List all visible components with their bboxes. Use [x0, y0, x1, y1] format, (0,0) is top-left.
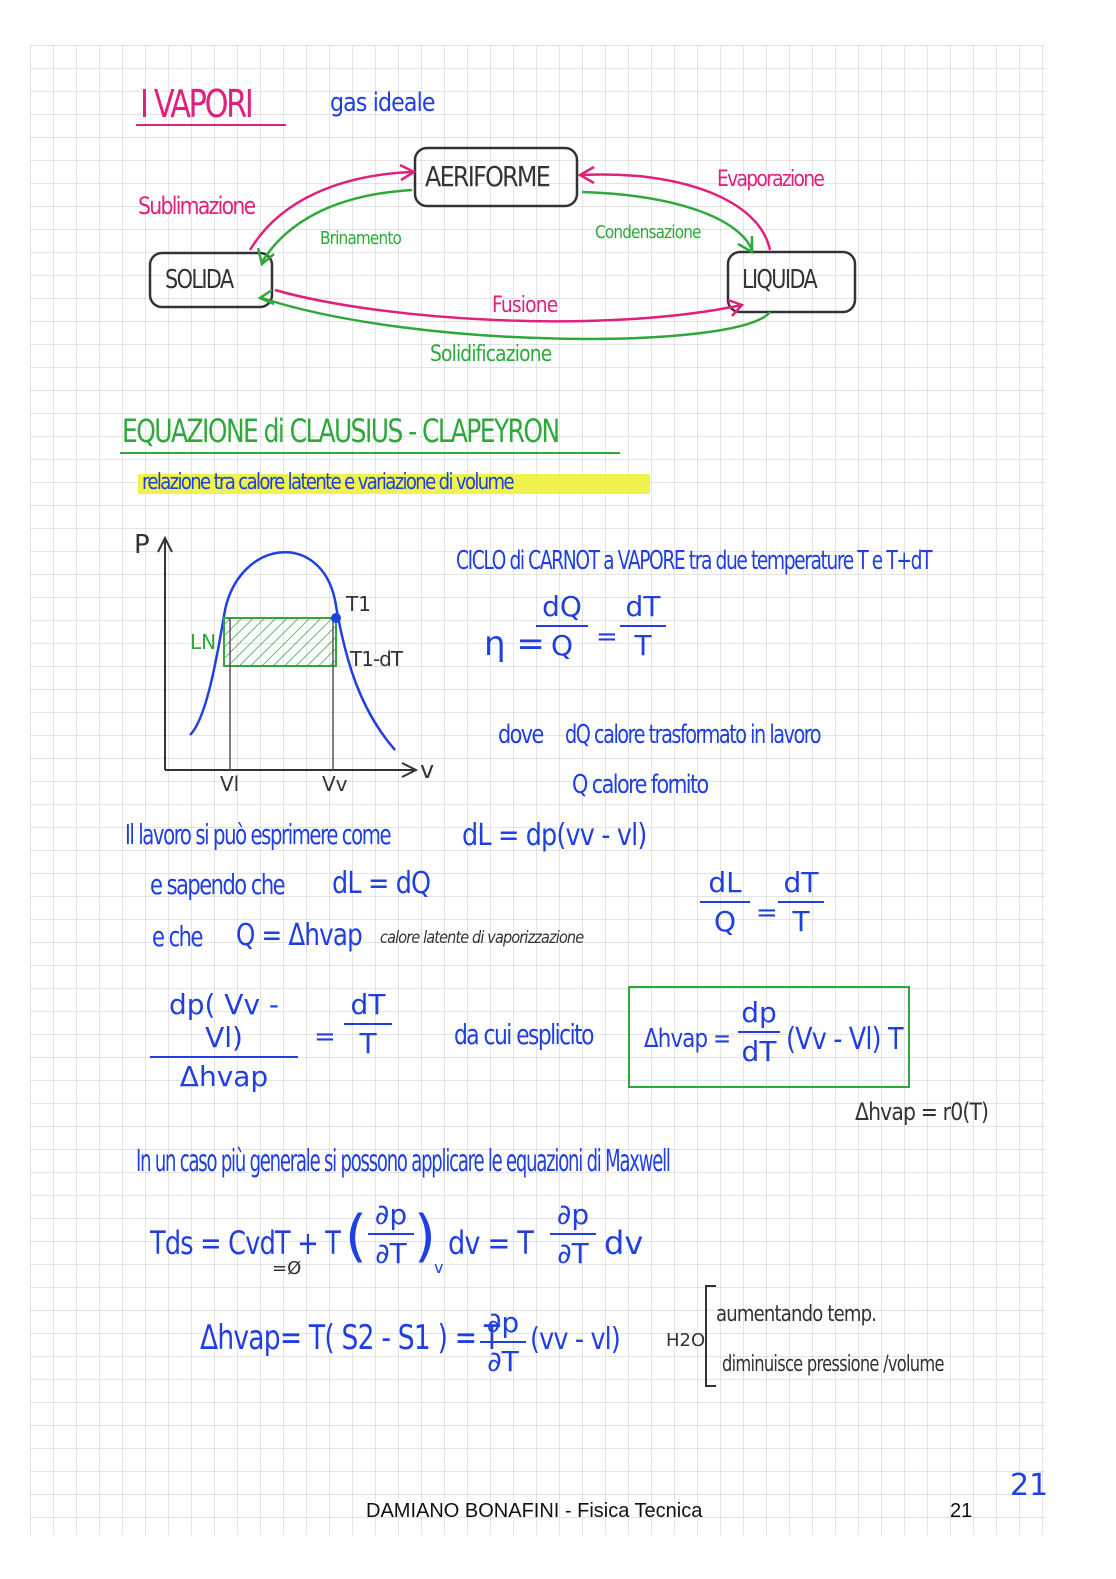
h2o-label: H2O: [666, 1330, 706, 1351]
h2o-line1: aumentando temp.: [716, 1302, 877, 1327]
section-subtitle: relazione tra calore latente e variazione di volume: [142, 470, 513, 495]
dv-mid: dv = T: [448, 1224, 533, 1262]
tds-partial-2: [550, 1198, 596, 1270]
work-fraction-dl: [700, 866, 750, 938]
h2o-line2: diminuisce pressione /volume: [722, 1352, 944, 1377]
hatched-area: [224, 618, 336, 666]
frac-dq-num: dQ: [542, 590, 582, 623]
frac-dl-num: dL: [708, 866, 742, 899]
work-fraction-dt: [778, 866, 824, 938]
zero-note: =Ø: [272, 1258, 302, 1279]
dh-partial-den: ∂T: [487, 1345, 519, 1378]
work-line1: Il lavoro si può esprimere come: [125, 818, 391, 851]
sub-v: v: [434, 1258, 444, 1277]
state-solid: SOLIDA: [165, 265, 233, 295]
tds-partial2-den: ∂T: [557, 1237, 589, 1270]
from-which: da cui esplicito: [454, 1018, 593, 1051]
label-t1: T1: [346, 592, 371, 616]
result-note: Δhvap = r0(T): [855, 1098, 989, 1126]
label-sublimation: Sublimazione: [138, 192, 255, 220]
carnot-fraction-dq: [536, 590, 588, 662]
result-lhs-num: dp( Vv - Vl): [168, 988, 280, 1054]
box-num: dp: [741, 996, 777, 1029]
frac-dq-den: Q: [550, 629, 574, 662]
work-line3-note: calore latente di vaporizzazione: [380, 928, 584, 948]
dh-tail: (vv - vl): [530, 1322, 621, 1357]
page-subtitle: gas ideale: [330, 88, 435, 118]
carnot-equals: =: [596, 622, 618, 652]
work-line3: e che: [152, 920, 202, 953]
label-t1dt: T1-dT: [350, 647, 403, 671]
tds-partial1-den: ∂T: [375, 1237, 407, 1270]
work-line1-eq: dL = dp(vv - vl): [462, 818, 647, 853]
tds-eq: Tds = CvdT + T: [150, 1224, 341, 1262]
work-line2: e sapendo che: [150, 868, 285, 901]
work-fraction-equals: =: [756, 898, 778, 928]
carnot-fraction-dt: [620, 590, 666, 662]
result-lhs-den: Δhvap: [179, 1060, 269, 1093]
general-line: In un caso più generale si possono applicare le equazioni di Maxwell: [136, 1144, 670, 1179]
state-gas: AERIFORME: [425, 160, 550, 193]
result-equals: =: [314, 1022, 336, 1052]
section-title-underline: [120, 452, 620, 454]
work-line2-eq: dL = dQ: [332, 866, 431, 901]
result-rhs-den: T: [359, 1027, 377, 1060]
paren-close: ): [414, 1204, 436, 1269]
tds-partial1-num: ∂p: [374, 1198, 408, 1231]
box-lhs: Δhvap =: [644, 1024, 731, 1054]
carnot-heading: CICLO di CARNOT a VAPORE tra due temperature T e T+dT: [456, 546, 932, 576]
label-ln: LN: [190, 630, 217, 654]
label-evaporation: Evaporazione: [717, 167, 824, 192]
work-line3-eq: Q = Δhvap: [236, 918, 362, 953]
where-label: dove: [498, 720, 543, 750]
label-brinamento: Brinamento: [320, 228, 401, 249]
label-condensation: Condensazione: [595, 222, 701, 243]
dh-partial: [480, 1306, 526, 1378]
paren-open: (: [345, 1204, 367, 1269]
tds-partial2-num: ∂p: [556, 1198, 590, 1231]
frac-dl-den: Q: [713, 905, 737, 938]
label-fusion: Fusione: [492, 293, 558, 318]
frac-dt-den: T: [634, 629, 652, 662]
result-rhs-num: dT: [350, 988, 386, 1021]
dv-end: dv: [604, 1224, 644, 1262]
box-tail: (Vv - Vl) T: [786, 1022, 903, 1057]
box-fraction: [738, 996, 780, 1068]
where-q: Q calore fornito: [572, 770, 708, 800]
frac-dt-num: dT: [625, 590, 661, 623]
arrow-brinamento: [262, 190, 412, 262]
carnot-eta: η =: [484, 624, 545, 664]
label-solidification: Solidificazione: [430, 342, 552, 367]
h2o-bracket: [700, 1282, 720, 1392]
state-liquid: LIQUIDA: [742, 265, 817, 295]
axis-v-label: v: [420, 756, 435, 784]
box-den: dT: [741, 1035, 777, 1068]
axis-p-label: P: [134, 530, 150, 560]
page-title: I VAPORI: [140, 82, 252, 126]
label-vv: Vv: [322, 772, 348, 796]
result-lhs-fraction: [150, 988, 298, 1093]
frac-wdt-num: dT: [783, 866, 819, 899]
dh-lhs: Δhvap= T( S2 - S1 ) = T: [200, 1318, 500, 1358]
tds-partial-1: [368, 1198, 414, 1270]
section-title: EQUAZIONE di CLAUSIUS - CLAPEYRON: [122, 412, 559, 450]
result-rhs-fraction: [344, 988, 392, 1060]
dh-partial-num: ∂p: [486, 1306, 520, 1339]
page-number-hand: 21: [1010, 1468, 1049, 1503]
frac-wdt-den: T: [792, 905, 810, 938]
footer-page-number: 21: [950, 1500, 973, 1522]
where-dq: dQ calore trasformato in lavoro: [565, 720, 821, 750]
footer-author-course: DAMIANO BONAFINI - Fisica Tecnica: [366, 1500, 703, 1522]
label-vl: Vl: [220, 772, 240, 796]
